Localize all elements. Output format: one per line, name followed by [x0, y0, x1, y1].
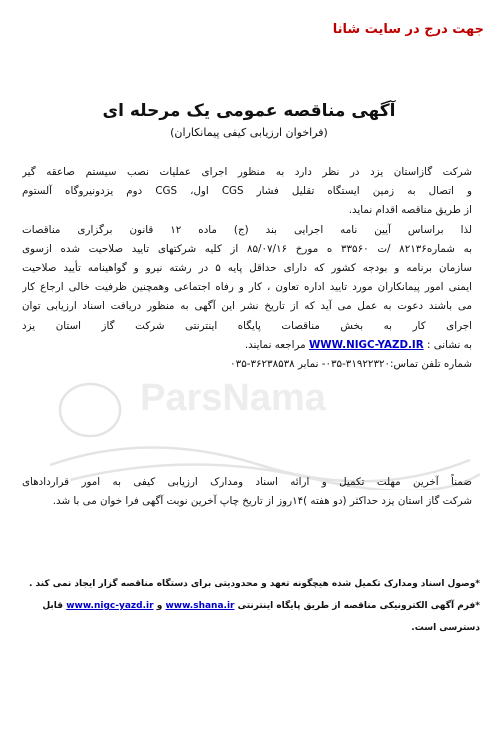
paragraph-line: به شماره۸۲۱۳۶ /ت ۳۳۵۶۰ ه مورخ ۸۵/۰۷/۱۶ از کلیه شرکتهای تایید صلاحیت شده ازسوی [22, 242, 472, 255]
publish-note: جهت درج در سایت شانا [332, 22, 484, 37]
page-subtitle: (فراخوان ارزیابی کیفی پیمانکاران) [170, 126, 328, 139]
paragraph-line: شرکت گاز استان یزد حداکثر (دو هفته )۱۴روز از تاریخ چاپ آخرین نوبت آگهی فرا خوان می با شد. [52, 495, 472, 508]
address-line [22, 336, 472, 355]
website-link[interactable]: WWW.NIGC-YAZD.IR [308, 338, 424, 351]
footnote-2 [18, 595, 480, 639]
paragraph-line: سازمان برنامه و بودجه کشور که دارای حداقل پایه ۵ در رشته نیرو و گواهینامه تأیید صلاحیت [22, 262, 472, 275]
paragraph-line: شرکت گازاستان یزد در نظر دارد به منظور اجرای عملیات نصب سیستم صاعقه گیر [22, 166, 472, 178]
footnote-2-prefix: *فرم آگهی الکترونیکی مناقصه از طریق پایگاه اینترنتی [237, 601, 480, 611]
address-prefix: به نشانی : [426, 338, 472, 351]
page-title: آگهی مناقصه عمومی یک مرحله ای [102, 101, 396, 121]
parsnamadata-watermark [30, 370, 490, 490]
tender-paragraph [22, 163, 472, 374]
paragraph-line: می باشند دعوت به عمل می آید که از تاریخ نشر این آگهی به منظور دریافت اسناد ارزیابی توان [22, 300, 472, 313]
paragraph-line: و اتصال به زمین ایستگاه تقلیل فشار CGS اول، CGS دوم یزدونیروگاه آلستوم [22, 185, 472, 198]
nigc-yazd-link[interactable]: www.nigc-yazd.ir [66, 601, 154, 611]
footnote-2-and: و [156, 601, 163, 611]
paragraph-line: از طریق مناقصه اقدام نماید. [348, 204, 472, 217]
footnote-2-suffix: قابل دسترسی است. [42, 601, 480, 633]
svg-text:ParsNama: ParsNama [140, 377, 326, 419]
paragraph-line: لذا براساس آیین نامه اجرایی بند (ج) ماده ۱۲ قانون برگزاری مناقصات [22, 223, 472, 236]
shana-link[interactable]: www.shana.ir [165, 601, 235, 611]
deadline-paragraph [22, 473, 472, 511]
phone-line: شماره تلفن تماس:۳۱۹۲۲۳۲۰-۰۳۵- نمابر ۳۶۲۳۸۵۳۸-۰۳۵ [230, 358, 472, 371]
footnote-1: *وصول اسناد ومدارک تکمیل شده هیچگونه تعهد و محدودیتی برای دستگاه مناقصه گزار ایجاد نمی کند . [28, 579, 480, 589]
paragraph-line: ضمناً آخرین مهلت تکمیل و ارائه اسناد ومدارک ارزیابی کیفی به امور قراردادهای [22, 476, 472, 488]
paragraph-line: اجرای کار به بخش مناقصات پایگاه اینترنتی شرکت گاز استان یزد [22, 319, 472, 332]
paragraph-line: ایمنی امور پیمانکاران مورد تایید اداره تعاون ، کار و رفاه اجتماعی وهمچنین ظرفیت خالی ارجاع کار [22, 281, 472, 294]
footnotes [18, 573, 480, 639]
address-suffix: مراجعه نمایند. [244, 338, 306, 351]
